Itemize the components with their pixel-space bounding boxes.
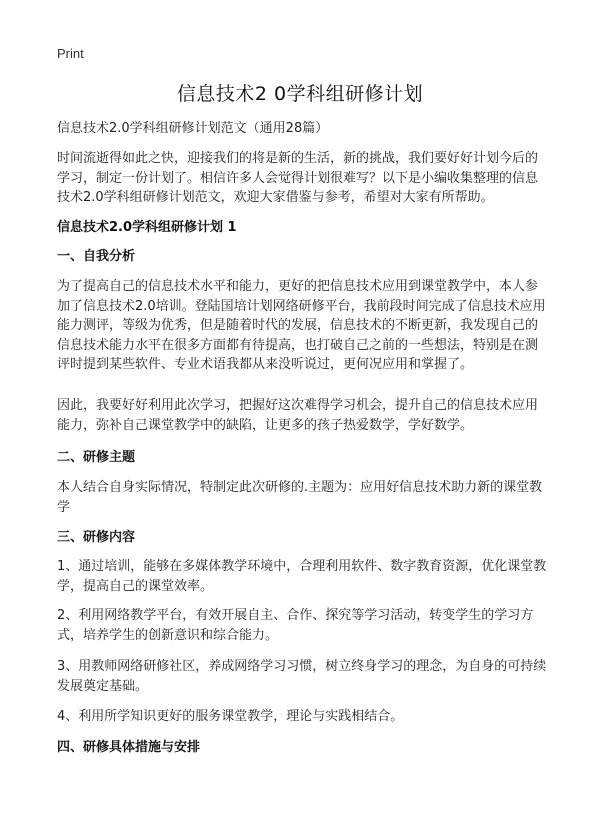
print-link[interactable]: Print bbox=[57, 46, 84, 61]
list-item-4: 4、利用所学知识更好的服务课堂教学，理论与实践相结合。 bbox=[57, 709, 404, 724]
heading-measures: 四、研修具体措施与安排 bbox=[57, 740, 201, 755]
heading-content: 三、研修内容 bbox=[57, 530, 136, 545]
document-subtitle: 信息技术2.0学科组研修计划范文（通用28篇） bbox=[57, 121, 329, 136]
document-title: 信息技术2 0学科组研修计划 bbox=[176, 83, 424, 105]
list-item-3: 3、用教师网络研修社区，养成网络学习习惯，树立终身学习的理念，为自身的可持续发展奠定基础。 bbox=[57, 659, 547, 694]
paragraph-topic: 本人结合自身实际情况，特制定此次研修的.主题为：应用好信息技术助力新的课堂教学 bbox=[57, 480, 543, 515]
heading-self-analysis: 一、自我分析 bbox=[57, 249, 136, 264]
intro-paragraph: 时间流逝得如此之快，迎接我们的将是新的生活，新的挑战，我们要好好计划今后的学习，制定一份计划了。相信许多人会觉得计划很难写？以下是小编收集整理的信息技术2.0学科组研修计划范文，欢迎大家借鉴与参考，希望对大家有所帮助。 bbox=[57, 151, 539, 205]
heading-topic: 二、研修主题 bbox=[57, 450, 136, 465]
list-item-2: 2、利用网络教学平台，有效开展自主、合作、探究等学习活动，转变学生的学习方式，培养学生的创新意识和综合能力。 bbox=[57, 608, 534, 643]
list-item-1: 1、通过培训，能够在多媒体教学环境中，合理利用软件、数字教育资源，优化课堂教学，提高自己的课堂效率。 bbox=[57, 559, 547, 594]
section-title: 信息技术2.0学科组研修计划 1 bbox=[57, 220, 237, 235]
paragraph-study-goal: 因此，我要好好利用此次学习，把握好这次难得学习机会，提升自己的信息技术应用能力，弥补自己课堂教学中的缺陷，让更多的孩子热爱数学，学好数学。 bbox=[57, 398, 539, 433]
paragraph-self-analysis: 为了提高自己的信息技术水平和能力，更好的把信息技术应用到课堂教学中，本人参加了信息技术2.0培训。登陆国培计划网络研修平台，我前段时间完成了信息技术应用能力测评，等级为优秀，但是随着时代的发展，信息技术的不断更新，我发现自己的信息技术能力水平在很多方面都有待提高，也打破自己之前的一些想法，特别是在测评时提到某些软件、专业术语我都从来没听说过，更何况应用和掌握了。 bbox=[57, 279, 546, 372]
